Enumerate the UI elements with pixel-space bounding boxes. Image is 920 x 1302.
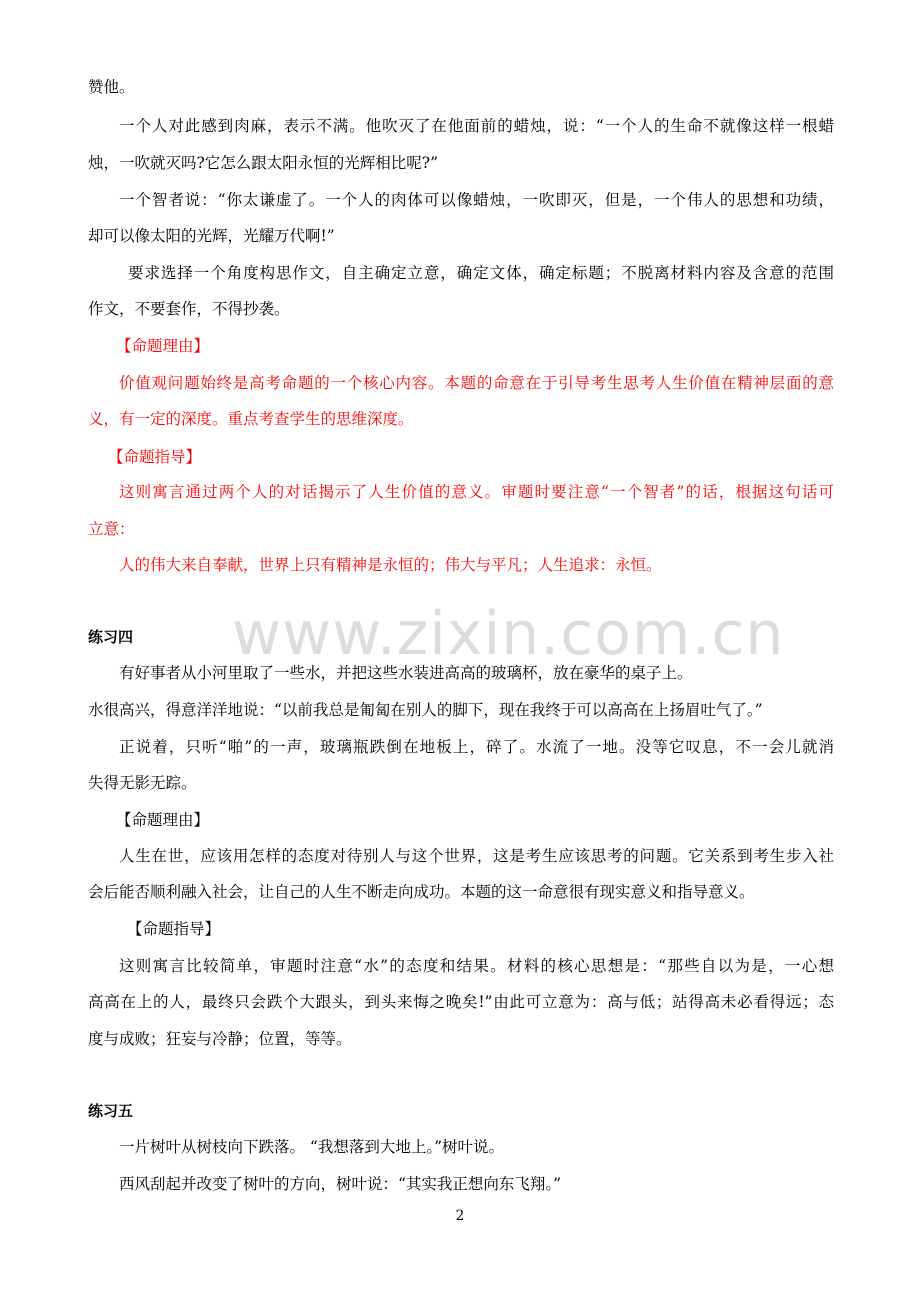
paragraph-line: 人的伟大来自奉献，世界上只有精神是永恒的；伟大与平凡；人生追求：永恒。 [119, 556, 662, 574]
paragraph-line: 度与成败；狂妄与冷静；位置，等等。 [88, 1030, 352, 1048]
section-label-reason: 【命题理由】 [116, 811, 210, 829]
paragraph-line: 赞他。 [88, 78, 135, 96]
exercise-title: 练习五 [88, 1102, 134, 1120]
page-number: 2 [455, 1208, 465, 1224]
paragraph-line: 高高在上的人，最终只会跌个大跟头，到头来悔之晚矣!”由此可立意为：高与低；站得高未必看得远；态 [88, 993, 834, 1011]
paragraph-line: 烛，一吹就灭吗?它怎么跟太阳永恒的光辉相比呢?” [88, 154, 439, 172]
exercise-title: 练习四 [88, 628, 134, 646]
paragraph-line: 义，有一定的深度。重点考查学生的思维深度。 [88, 410, 414, 428]
watermark: www.zixin.com.cn [232, 599, 785, 669]
paragraph-line: 一个智者说：“你太谦虚了。一个人的肉体可以像蜡烛，一吹即灭，但是，一个伟人的思想和功绩， [119, 191, 834, 209]
section-label-reason: 【命题理由】 [116, 337, 210, 355]
paragraph-line: 有好事者从小河里取了一些水，并把这些水装进高高的玻璃杯，放在豪华的桌子上。 [119, 664, 693, 682]
section-label-guide: 【命题指导】 [108, 448, 202, 466]
paragraph-line: 失得无影无踪。 [88, 774, 197, 792]
paragraph-line: 要求选择一个角度构思作文，自主确定立意，确定文体，确定标题；不脱离材料内容及含意的范围 [128, 264, 834, 282]
paragraph-line: 会后能否顺利融入社会，让自己的人生不断走向成功。本题的这一命意很有现实意义和指导意义。 [88, 883, 755, 901]
paragraph-line: 一片树叶从树枝向下跌落。 “我想落到大地上。”树叶说。 [119, 1138, 505, 1156]
paragraph-line: 这则寓言通过两个人的对话揭示了人生价值的意义。审题时要注意“一个智者”的话，根据这句话可 [119, 483, 834, 501]
paragraph-line: 一个人对此感到肉麻，表示不满。他吹灭了在他面前的蜡烛，说：“一个人的生命不就像这样一根蜡 [119, 117, 834, 135]
paragraph-line: 水很高兴，得意洋洋地说：“以前我总是匍匐在别人的脚下，现在我终于可以高高在上扬眉吐气了。” [88, 701, 763, 719]
paragraph-line: 西风刮起并改变了树叶的方向，树叶说：“其实我正想向东飞翔。” [119, 1175, 562, 1193]
paragraph-line: 价值观问题始终是高考命题的一个核心内容。本题的命意在于引导考生思考人生价值在精神层面的意 [119, 374, 834, 392]
paragraph-line: 这则寓言比较简单，审题时注意“水”的态度和结果。材料的核心思想是：“那些自以为是，一心想 [119, 957, 834, 975]
paragraph-line: 立意： [88, 520, 135, 538]
paragraph-line: 却可以像太阳的光辉，光耀万代啊!” [88, 227, 335, 245]
paragraph-line: 人生在世，应该用怎样的态度对待别人与这个世界，这是考生应该思考的问题。它关系到考生步入社 [119, 847, 834, 865]
section-label-guide: 【命题指导】 [127, 920, 221, 938]
paragraph-line: 正说着，只听“啪”的一声，玻璃瓶跌倒在地板上，碎了。水流了一地。没等它叹息，不一会儿就消 [119, 738, 834, 756]
paragraph-line: 作文，不要套作，不得抄袭。 [88, 300, 290, 318]
